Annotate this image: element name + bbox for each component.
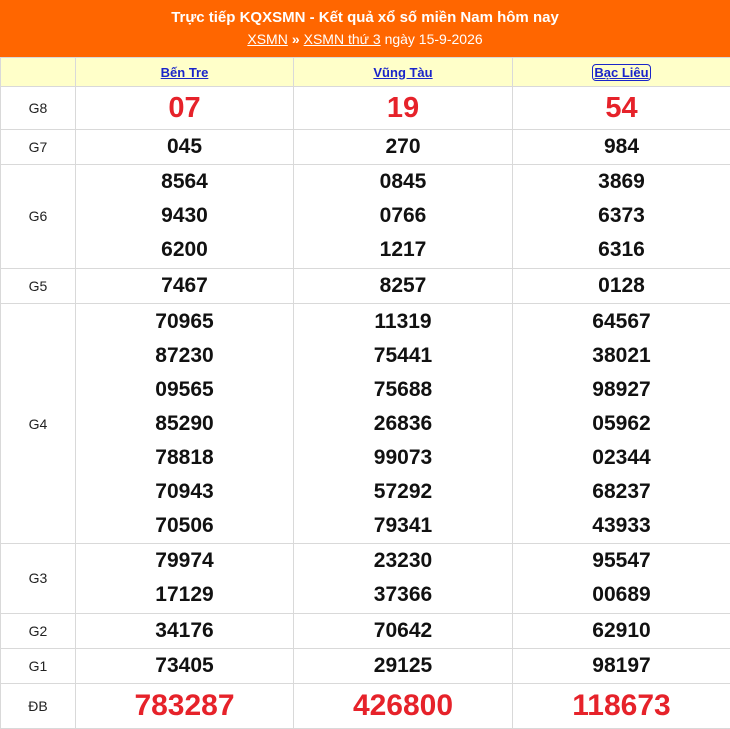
result-cell <box>76 683 294 728</box>
result-number: 8564 <box>161 170 208 194</box>
result-cell <box>513 544 730 613</box>
prize-row-g2 <box>1 613 730 648</box>
result-number: 73405 <box>155 653 214 677</box>
result-date: ngày 15-9-2026 <box>384 31 483 47</box>
result-number: 6316 <box>598 238 645 262</box>
result-number: 26836 <box>373 411 433 435</box>
result-number: 75688 <box>373 377 433 401</box>
page-title: Trực tiếp KQXSMN - Kết quả xổ số miền Nam hôm nay <box>171 9 559 26</box>
result-number: 68237 <box>592 479 651 503</box>
result-cell <box>513 130 730 165</box>
result-cell <box>294 613 513 648</box>
result-number: 37366 <box>373 583 433 607</box>
province-header-row <box>1 58 730 87</box>
result-number: 07 <box>168 92 201 125</box>
result-number: 38021 <box>592 343 651 367</box>
result-number: 70965 <box>155 309 214 333</box>
result-number: 75441 <box>373 343 433 367</box>
result-number: 0766 <box>379 204 427 228</box>
result-cell <box>76 268 294 303</box>
result-number: 70506 <box>155 513 214 537</box>
result-number: 6200 <box>161 238 208 262</box>
prize-label: G4 <box>1 303 76 544</box>
result-cell <box>76 87 294 130</box>
province-link-bac-lieu[interactable]: Bạc Liêu <box>594 64 649 80</box>
result-number: 98927 <box>592 377 651 401</box>
result-number: 7467 <box>161 273 208 297</box>
result-number: 045 <box>166 135 203 159</box>
result-number: 0128 <box>598 273 645 297</box>
prize-label: G6 <box>1 165 76 268</box>
result-number: 00689 <box>592 583 651 607</box>
prize-label: ĐB <box>1 683 76 728</box>
province-header-ben-tre <box>76 58 294 87</box>
prize-row-g8 <box>1 87 730 130</box>
result-number: 9430 <box>161 204 208 228</box>
result-number: 79974 <box>155 549 214 573</box>
result-cell <box>294 87 513 130</box>
result-cell <box>294 130 513 165</box>
prize-label: G1 <box>1 648 76 683</box>
result-cell <box>513 268 730 303</box>
prize-label: G8 <box>1 87 76 130</box>
province-header-vung-tau <box>294 58 513 87</box>
prize-label: G7 <box>1 130 76 165</box>
result-cell <box>294 544 513 613</box>
result-cell <box>513 303 730 544</box>
prize-row-g7 <box>1 130 730 165</box>
result-number: 29125 <box>373 653 433 677</box>
result-cell <box>76 303 294 544</box>
result-number: 6373 <box>598 204 645 228</box>
result-number: 984 <box>603 135 640 159</box>
prize-row-special <box>1 683 730 728</box>
result-number: 70943 <box>155 479 214 503</box>
province-header-bac-lieu <box>513 58 730 87</box>
result-number: 98197 <box>592 653 651 677</box>
prize-row-g5 <box>1 268 730 303</box>
result-number: 34176 <box>155 618 214 642</box>
result-cell <box>76 165 294 268</box>
prize-label: G3 <box>1 544 76 613</box>
result-number: 02344 <box>592 445 651 469</box>
result-number: 79341 <box>373 513 433 537</box>
result-number: 54 <box>605 92 638 125</box>
prize-row-g3 <box>1 544 730 613</box>
breadcrumb <box>0 30 730 48</box>
jackpot-number: 118673 <box>572 688 671 722</box>
result-cell <box>76 613 294 648</box>
prize-label: G5 <box>1 268 76 303</box>
result-number: 23230 <box>373 549 433 573</box>
result-number: 3869 <box>598 170 645 194</box>
result-cell <box>513 683 730 728</box>
prize-column-header <box>1 58 76 87</box>
result-cell <box>513 165 730 268</box>
result-cell <box>513 87 730 130</box>
prize-label: G2 <box>1 613 76 648</box>
results-header <box>0 0 730 57</box>
province-link-vung-tau[interactable]: Vũng Tàu <box>373 64 433 80</box>
result-number: 19 <box>386 92 420 125</box>
breadcrumb-separator: » <box>291 31 300 47</box>
result-cell <box>513 648 730 683</box>
result-number: 99073 <box>373 445 433 469</box>
result-cell <box>294 165 513 268</box>
result-number: 64567 <box>592 309 651 333</box>
result-cell <box>294 268 513 303</box>
result-number: 62910 <box>592 618 651 642</box>
result-number: 8257 <box>379 273 427 297</box>
result-number: 1217 <box>379 238 427 262</box>
prize-row-g1 <box>1 648 730 683</box>
xsmn-link[interactable]: XSMN <box>247 31 288 47</box>
results-table <box>0 57 730 729</box>
result-cell <box>76 648 294 683</box>
province-link-ben-tre[interactable]: Bến Tre <box>160 64 209 80</box>
result-cell <box>294 303 513 544</box>
result-cell <box>513 613 730 648</box>
result-cell <box>76 544 294 613</box>
result-number: 87230 <box>155 343 214 367</box>
result-number: 95547 <box>592 549 651 573</box>
result-number: 11319 <box>374 309 432 333</box>
result-number: 17129 <box>155 583 214 607</box>
result-number: 43933 <box>592 513 651 537</box>
result-number: 0845 <box>379 170 427 194</box>
result-number: 70642 <box>373 618 433 642</box>
result-number: 85290 <box>155 411 214 435</box>
result-number: 09565 <box>155 377 214 401</box>
result-number: 05962 <box>592 411 651 435</box>
result-cell <box>294 683 513 728</box>
prize-row-g4 <box>1 303 730 544</box>
result-number: 57292 <box>373 479 433 503</box>
result-number: 78818 <box>155 445 214 469</box>
jackpot-number: 426800 <box>352 688 454 722</box>
jackpot-number: 783287 <box>134 688 235 722</box>
result-cell <box>294 648 513 683</box>
result-number: 270 <box>385 135 421 159</box>
result-cell <box>76 130 294 165</box>
prize-row-g6 <box>1 165 730 268</box>
xsmn-tuesday-link[interactable]: XSMN thứ 3 <box>303 31 381 47</box>
